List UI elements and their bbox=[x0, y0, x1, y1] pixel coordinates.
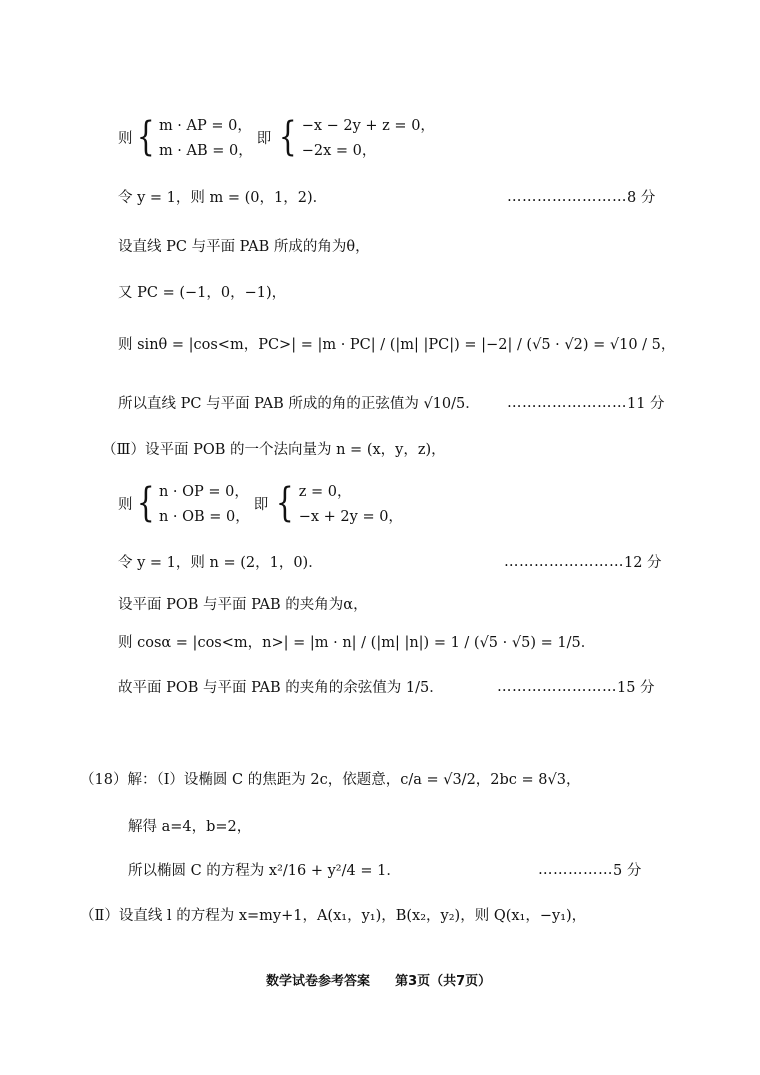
footer-page-number: 第3页（共7页） bbox=[395, 974, 492, 989]
score-marker-5: …………… 5 分 bbox=[538, 861, 642, 879]
text-line-13: （18）解：（Ⅰ）设椭圆 C 的焦距为 2c，依题意，c/a = √3/2，2bc = 8√3， bbox=[80, 772, 581, 788]
text-line-3: 设直线 PC 与平面 PAB 所成的角为θ， bbox=[118, 239, 370, 255]
text-line-16: （Ⅱ）设直线 l 的方程为 x=my+1，A(x₁，y₁)，B(x₂，y₂)，则 Q(x₁，−y₁)， bbox=[80, 908, 587, 924]
text-line-2: 令 y = 1，则 m = (0，1，2)． bbox=[118, 190, 328, 206]
score-marker-12: …………………… 12 分 bbox=[504, 553, 662, 571]
text-line-4: 又 PC = (−1，0，−1)， bbox=[118, 285, 287, 301]
equation-4: −x + 2y = 0， bbox=[298, 509, 403, 525]
equation-system-right: { −x − 2y + z = 0， −2x = 0， bbox=[279, 114, 435, 160]
score-marker-11: …………………… 11 分 bbox=[507, 394, 665, 412]
equation-3: z = 0， bbox=[298, 484, 352, 500]
system-line-8 bbox=[118, 480, 403, 526]
system-line-1 bbox=[118, 114, 435, 160]
score-marker-8: …………………… 8 分 bbox=[507, 188, 656, 206]
text-mid: 即 bbox=[256, 130, 272, 147]
text-line-12: 故平面 POB 与平面 PAB 的夹角的余弦值为 1/5． bbox=[118, 680, 444, 696]
equation-2: m · AB = 0， bbox=[158, 143, 253, 159]
text-line-15: 所以椭圆 C 的方程为 x²/16 + y²/4 = 1． bbox=[128, 863, 401, 879]
equation-system-left: { n · OP = 0， n · OB = 0， bbox=[136, 480, 250, 526]
equation-1: m · AP = 0， bbox=[158, 118, 252, 134]
text-line-14: 解得 a=4，b=2， bbox=[128, 819, 252, 835]
text-mid: 即 bbox=[253, 496, 269, 513]
equation-system-right: { z = 0， −x + 2y = 0， bbox=[276, 480, 403, 526]
text-line-9: 令 y = 1，则 n = (2，1，0)． bbox=[118, 555, 323, 571]
equation-system-left: { m · AP = 0， m · AB = 0， bbox=[136, 114, 253, 160]
text-line-7: （Ⅲ）设平面 POB 的一个法向量为 n = (x，y，z)， bbox=[102, 442, 446, 458]
text-line-11: 则 cosα = |cos<m，n>| = |m · n| / (|m| |n|) = 1 / (√5 · √5) = 1/5． bbox=[118, 635, 596, 651]
score-marker-15: …………………… 15 分 bbox=[497, 678, 655, 696]
text-prefix: 则 bbox=[118, 496, 133, 513]
equation-2: n · OB = 0， bbox=[158, 509, 250, 525]
footer-title: 数学试卷参考答案 bbox=[266, 974, 371, 989]
equation-1: n · OP = 0， bbox=[158, 484, 249, 500]
equation-3: −x − 2y + z = 0， bbox=[301, 118, 435, 134]
page-footer bbox=[266, 970, 491, 989]
equation-4: −2x = 0， bbox=[301, 143, 377, 159]
text-line-10: 设平面 POB 与平面 PAB 的夹角为α， bbox=[118, 597, 368, 613]
text-line-5: 则 sinθ = |cos<m，PC>| = |m · PC| / (|m| |PC|) = |−2| / (√5 · √2) = √10 / 5， bbox=[118, 337, 676, 353]
text-prefix: 则 bbox=[118, 130, 133, 147]
text-line-6: 所以直线 PC 与平面 PAB 所成的角的正弦值为 √10/5． bbox=[118, 396, 480, 412]
